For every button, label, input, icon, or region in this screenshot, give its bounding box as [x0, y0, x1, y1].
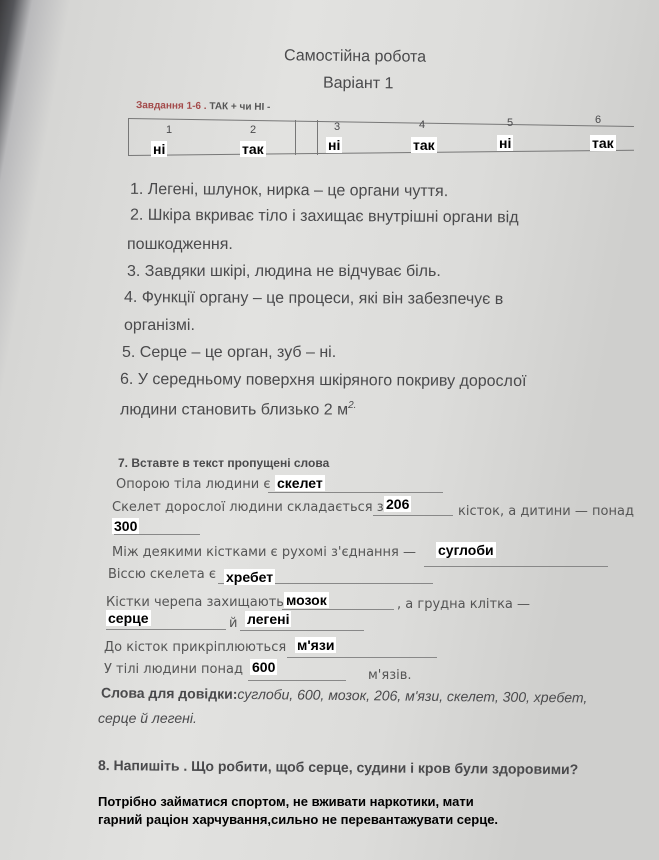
answer-lungs: легені [247, 611, 290, 627]
table-num-2: 2 [250, 124, 257, 136]
statement-1: 1. Легені, шлунок, нирка – це органи чуття. [129, 180, 449, 201]
statement-6-superscript: 2. [348, 400, 357, 411]
table-answer-3: ні [328, 137, 341, 153]
table-num-4: 4 [419, 119, 426, 131]
task7-line-3: Між деякими кістками є рухомі з'єднання — [112, 545, 416, 560]
task7-line-5c: й [229, 616, 238, 631]
answer-spine: хребет [226, 569, 274, 585]
task-header-red: Завдання 1-6 . [135, 100, 207, 113]
answer-adult-bones: 206 [386, 496, 410, 512]
table-answer-2: так [242, 141, 264, 157]
task-header [136, 100, 271, 113]
table-answer-6: так [592, 135, 614, 151]
statement-5: 5. Серце – це орган, зуб – ні. [122, 344, 337, 361]
task7-line-5: Кістки черепа захищають [106, 595, 284, 610]
hint-label: Слова для довідки: [100, 684, 238, 702]
table-num-5: 5 [507, 117, 514, 129]
answer-child-bones: 300 [114, 518, 138, 534]
answer-brain: мозок [286, 592, 327, 608]
table-answer-5: ні [499, 135, 512, 151]
statement-6-cont [120, 400, 356, 419]
task8-answer-line-2: гарний раціон харчування,сильно не перевантажувати серце. [98, 812, 499, 827]
table-answer-1: ні [153, 141, 166, 157]
task7-line-6: До кісток прикріплюються [104, 640, 287, 655]
statement-2-cont: пошкодження. [127, 236, 233, 253]
page-title: Самостійна робота [283, 47, 427, 66]
answer-muscles: м'язи [297, 637, 335, 653]
task7-heading: 7. Вставте в текст пропущені слова [118, 456, 330, 470]
hint-line-2: серце й легені. [98, 710, 197, 726]
answer-joints: суглоби [438, 542, 494, 558]
statement-2: 2. Шкіра вкриває тіло і захищає внутрішні органи від [129, 206, 519, 227]
answer-heart: серце [108, 610, 149, 626]
task8-answer-line-1: Потрібно займатися спортом, не вживати наркотики, мати [98, 794, 474, 809]
task-header-rest: ТАК + чи НІ - [209, 101, 271, 113]
task7-line-2: Скелет дорослої людини складається з [112, 500, 384, 515]
task7-line-4: Віссю скелета є [108, 567, 217, 582]
answer-muscle-count: 600 [252, 659, 276, 675]
statement-4-cont: організмі. [124, 317, 195, 334]
answer-skeleton: скелет [277, 475, 323, 491]
task7-line-2b: кісток, а дитини — понад [458, 504, 634, 519]
task7-line-7: У тілі людини понад [104, 662, 243, 677]
task8-heading: 8. Напишіть . Що робити, щоб серце, судини і кров були здоровими? [97, 757, 579, 778]
task7-line-7b: м'язів. [368, 668, 412, 683]
table-num-6: 6 [595, 114, 602, 126]
statement-6: 6. У середньому поверхня шкіряного покриву дорослої [119, 370, 527, 391]
hint-line-1 [101, 684, 587, 705]
task7-line-1: Опорою тіла людини є [116, 477, 271, 492]
hint-words: суглоби, 600, мозок, 206, м'язи, скелет, 300, хребет, [237, 685, 588, 706]
table-num-1: 1 [166, 124, 173, 136]
task7-line-5b: , а грудна клітка — [397, 597, 531, 612]
table-num-3: 3 [334, 121, 341, 133]
statement-6-cont-text: людини становить близько 2 м [120, 401, 349, 419]
statement-4: 4. Функції органу – це процеси, які він забезпечує в [123, 289, 504, 308]
table-answer-4: так [413, 137, 435, 153]
statement-3: 3. Завдяки шкірі, людина не відчуває біль. [127, 263, 441, 280]
variant-label: Варіант 1 [322, 74, 394, 93]
